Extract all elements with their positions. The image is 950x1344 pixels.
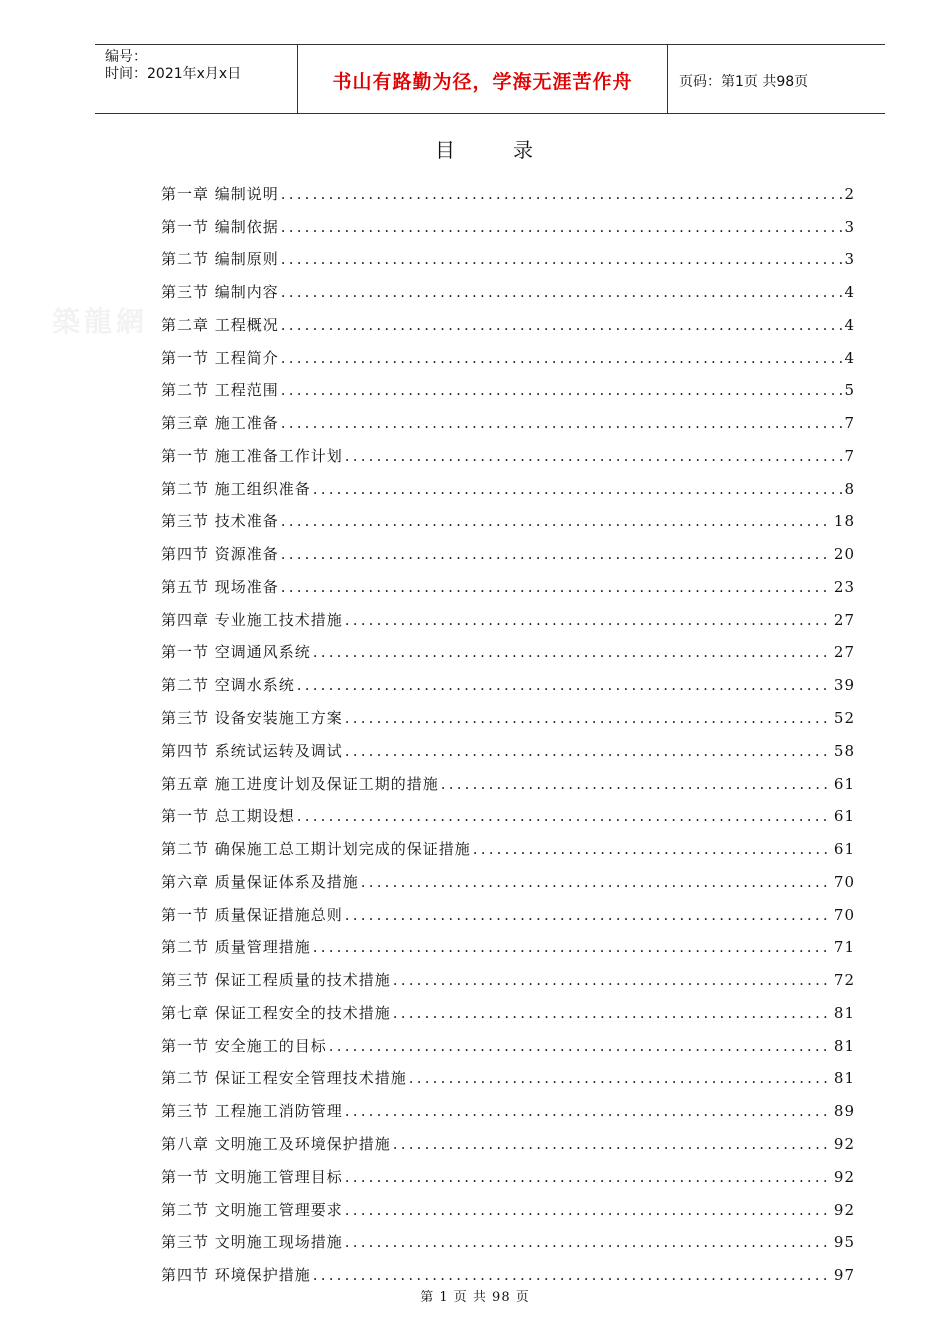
- toc-entry-page: 3: [844, 217, 855, 236]
- toc-entry-label: 第二节 施工组织准备: [161, 479, 311, 498]
- toc-entry-page: 2: [844, 184, 855, 203]
- toc-entry-page: 95: [833, 1233, 855, 1252]
- toc-entry-label: 第一节 工程简介: [161, 348, 279, 367]
- toc-entry[interactable]: [161, 727, 855, 760]
- toc-leader-dots: [345, 447, 843, 465]
- toc-entry-page: 70: [833, 905, 855, 924]
- toc-entry[interactable]: [161, 924, 855, 957]
- toc-entry[interactable]: [161, 268, 855, 301]
- toc-leader-dots: [281, 218, 843, 236]
- toc-entry[interactable]: [161, 825, 855, 858]
- toc-entry[interactable]: [161, 596, 855, 629]
- toc-entry-page: 27: [833, 610, 855, 629]
- toc-leader-dots: [409, 1069, 832, 1087]
- toc-entry-page: 7: [844, 446, 855, 465]
- toc-entry[interactable]: [161, 1022, 855, 1055]
- toc-entry[interactable]: [161, 956, 855, 989]
- toc-leader-dots: [361, 873, 832, 891]
- toc-leader-dots: [281, 545, 832, 563]
- toc-entry-page: 27: [833, 643, 855, 662]
- toc-entry-page: 58: [833, 741, 855, 760]
- toc-entry[interactable]: [161, 760, 855, 793]
- toc-leader-dots: [313, 1266, 832, 1284]
- toc-entry[interactable]: [161, 891, 855, 924]
- toc-leader-dots: [345, 1233, 832, 1251]
- toc-leader-dots: [281, 349, 843, 367]
- toc-entry[interactable]: [161, 989, 855, 1022]
- toc-entry-label: 第三节 工程施工消防管理: [161, 1102, 343, 1121]
- toc-entry[interactable]: [161, 301, 855, 334]
- toc-entry-label: 第四节 系统试运转及调试: [161, 741, 343, 760]
- header-motto: 书山有路勤为径，学海无涯苦作舟: [332, 71, 633, 93]
- toc-entry-label: 第二节 工程范围: [161, 381, 279, 400]
- toc-entry-page: 7: [844, 414, 855, 433]
- toc-entry[interactable]: [161, 203, 855, 236]
- toc-leader-dots: [393, 1135, 832, 1153]
- toc-entry[interactable]: [161, 563, 855, 596]
- toc-entry-label: 第二节 文明施工管理要求: [161, 1200, 343, 1219]
- toc-entry-page: 52: [833, 709, 855, 728]
- toc-entry[interactable]: [161, 498, 855, 531]
- toc-entry-label: 第二章 工程概况: [161, 315, 279, 334]
- toc-entry[interactable]: [161, 629, 855, 662]
- toc-entry-label: 第一节 总工期设想: [161, 807, 295, 826]
- toc-entry[interactable]: [161, 1120, 855, 1153]
- toc-leader-dots: [393, 971, 832, 989]
- toc-entry[interactable]: [161, 236, 855, 269]
- toc-entry-page: 8: [844, 479, 855, 498]
- toc-entry-page: 92: [833, 1134, 855, 1153]
- toc-leader-dots: [345, 1201, 832, 1219]
- toc-entry-page: 23: [833, 577, 855, 596]
- toc-entry[interactable]: [161, 661, 855, 694]
- toc-entry-page: 81: [833, 1069, 855, 1088]
- toc-entry-label: 第六章 质量保证体系及措施: [161, 872, 359, 891]
- toc-entry-page: 61: [833, 807, 855, 826]
- toc-leader-dots: [297, 807, 832, 825]
- toc-entry-page: 81: [833, 1036, 855, 1055]
- toc-entry-label: 第三节 保证工程质量的技术措施: [161, 971, 391, 990]
- toc-entry[interactable]: [161, 1087, 855, 1120]
- toc-leader-dots: [345, 709, 832, 727]
- toc-entry-page: 81: [833, 1003, 855, 1022]
- toc-entry-label: 第五章 施工进度计划及保证工期的措施: [161, 774, 439, 793]
- toc-entry[interactable]: [161, 170, 855, 203]
- toc-entry-page: 3: [844, 250, 855, 269]
- toc-entry-label: 第一节 空调通风系统: [161, 643, 311, 662]
- toc-entry-page: 92: [833, 1167, 855, 1186]
- toc-entry-page: 89: [833, 1102, 855, 1121]
- toc-leader-dots: [473, 840, 832, 858]
- toc-entry-page: 20: [833, 545, 855, 564]
- toc-entry-label: 第四章 专业施工技术措施: [161, 610, 343, 629]
- toc-entry[interactable]: [161, 465, 855, 498]
- toc-entry-page: 4: [844, 283, 855, 302]
- toc-entry-label: 第八章 文明施工及环境保护措施: [161, 1134, 391, 1153]
- toc-entry[interactable]: [161, 399, 855, 432]
- toc-leader-dots: [345, 906, 832, 924]
- toc-entry[interactable]: [161, 1055, 855, 1088]
- toc-entry-page: 39: [833, 676, 855, 695]
- toc-title: 目录: [435, 138, 591, 162]
- toc-leader-dots: [441, 775, 832, 793]
- toc-leader-dots: [281, 381, 843, 399]
- toc-entry-label: 第一节 质量保证措施总则: [161, 905, 343, 924]
- toc-entry-page: 4: [844, 348, 855, 367]
- toc-entry-label: 第三节 文明施工现场措施: [161, 1233, 343, 1252]
- toc-entry-label: 第一章 编制说明: [161, 184, 279, 203]
- toc-entry[interactable]: [161, 793, 855, 826]
- toc-entry-label: 第一节 文明施工管理目标: [161, 1167, 343, 1186]
- toc-leader-dots: [297, 676, 832, 694]
- toc-entry-page: 92: [833, 1200, 855, 1219]
- toc-leader-dots: [281, 250, 843, 268]
- toc-entry-label: 第二节 保证工程安全管理技术措施: [161, 1069, 407, 1088]
- toc-entry-label: 第一节 安全施工的目标: [161, 1036, 327, 1055]
- toc-leader-dots: [313, 480, 843, 498]
- toc-entry[interactable]: [161, 1251, 855, 1284]
- header-meta: [105, 49, 300, 83]
- toc-entry[interactable]: [161, 432, 855, 465]
- toc-entry-label: 第三节 编制内容: [161, 283, 279, 302]
- toc-leader-dots: [345, 742, 832, 760]
- toc-leader-dots: [313, 643, 832, 661]
- toc-leader-dots: [281, 283, 843, 301]
- toc-entry[interactable]: [161, 1219, 855, 1252]
- watermark-logo: 築龍網: [52, 305, 149, 338]
- toc-entry-page: 5: [844, 381, 855, 400]
- toc-entry-page: 61: [833, 840, 855, 859]
- toc-leader-dots: [345, 1168, 832, 1186]
- toc-entry[interactable]: [161, 530, 855, 563]
- toc-entry-label: 第二节 空调水系统: [161, 676, 295, 695]
- page-header: [95, 44, 885, 114]
- header-divider: [667, 45, 668, 113]
- document-number-label: 编号：: [105, 49, 147, 65]
- toc-entry-page: 4: [844, 315, 855, 334]
- document-time-label: 时间：2021年x月x日: [105, 66, 242, 82]
- toc-leader-dots: [281, 578, 832, 596]
- toc-entry-label: 第七章 保证工程安全的技术措施: [161, 1003, 391, 1022]
- toc-leader-dots: [329, 1037, 832, 1055]
- toc-entry-page: 71: [833, 938, 855, 957]
- header-page-info: 页码：第1页 共98页: [679, 74, 809, 90]
- toc-entry-label: 第四节 环境保护措施: [161, 1266, 311, 1285]
- toc-entry-label: 第三节 技术准备: [161, 512, 279, 531]
- toc-entry-page: 61: [833, 774, 855, 793]
- toc-leader-dots: [393, 1004, 832, 1022]
- toc-entry[interactable]: [161, 334, 855, 367]
- toc-entry-label: 第五节 现场准备: [161, 577, 279, 596]
- toc-entry-label: 第三章 施工准备: [161, 414, 279, 433]
- toc-entry-label: 第二节 编制原则: [161, 250, 279, 269]
- toc-entry-label: 第二节 质量管理措施: [161, 938, 311, 957]
- toc-leader-dots: [345, 611, 832, 629]
- toc-leader-dots: [281, 316, 843, 334]
- toc-entry[interactable]: [161, 1186, 855, 1219]
- toc-leader-dots: [281, 414, 843, 432]
- toc-entry[interactable]: [161, 694, 855, 727]
- toc-entry-label: 第一节 编制依据: [161, 217, 279, 236]
- toc-entry-label: 第二节 确保施工总工期计划完成的保证措施: [161, 840, 471, 859]
- toc-entry[interactable]: [161, 1153, 855, 1186]
- page-footer: 第 1 页 共 98 页: [420, 1290, 530, 1305]
- toc-entry-label: 第一节 施工准备工作计划: [161, 446, 343, 465]
- toc-entry-page: 70: [833, 872, 855, 891]
- toc-entry[interactable]: [161, 858, 855, 891]
- toc-entry-label: 第四节 资源准备: [161, 545, 279, 564]
- toc-leader-dots: [281, 512, 832, 530]
- toc-entry-page: 18: [833, 512, 855, 531]
- toc-leader-dots: [313, 938, 832, 956]
- toc-leader-dots: [345, 1102, 832, 1120]
- toc-entry-page: 72: [833, 971, 855, 990]
- toc-entry-label: 第三节 设备安装施工方案: [161, 709, 343, 728]
- toc-entry-page: 97: [833, 1266, 855, 1285]
- toc-leader-dots: [281, 185, 843, 203]
- table-of-contents: [161, 170, 855, 1284]
- toc-entry[interactable]: [161, 367, 855, 400]
